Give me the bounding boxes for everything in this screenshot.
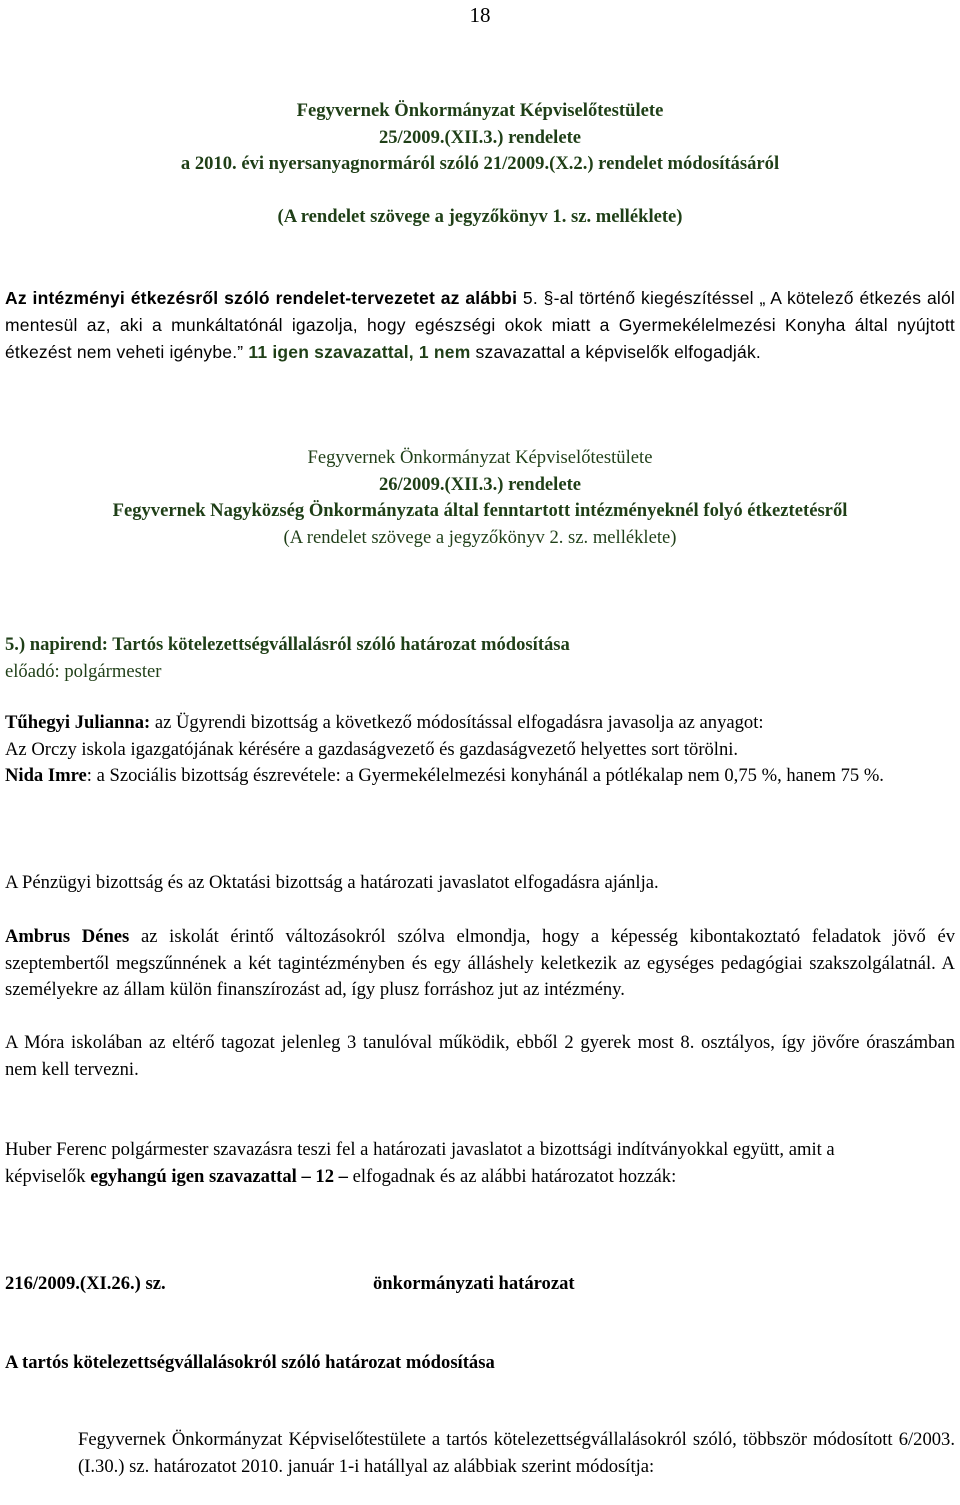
decree-1-line-3: a 2010. évi nyersanyagnormáról szóló 21/2009.(X.2.) rendelet módosításáról	[180, 153, 780, 174]
para1-lead: Az intézményi étkezésről szóló rendelet-tervezetet az alábbi	[5, 288, 518, 308]
decree-2-line-4: (A rendelet szövege a jegyzőkönyv 2. sz. melléklete)	[283, 526, 677, 548]
decree-1-heading	[5, 98, 955, 230]
nida-text: : a Szociális bizottság észrevétele: a Gyermekélelmezési konyhánál a pótlékalap nem 0,75 %, hanem 75 %.	[86, 765, 884, 786]
resolution-body: Fegyvernek Önkormányzat Képviselőtestülete a tartós kötelezettségvállalásokról szóló, többször módosított 6/2003.(I.30.) sz. határozatot 2010. január 1-i hatállyal az alábbiak szerint módosítja:	[78, 1429, 955, 1477]
paragraph-rendelet-tervezet	[5, 285, 955, 366]
paragraph-nida	[5, 763, 955, 790]
tuhegyi-line-1: az Ügyrendi bizottság a következő módosítással elfogadásra javasolja az anyagot:	[150, 712, 764, 733]
paragraph-ambrus-2: A Móra iskolában az eltérő tagozat jelenleg 3 tanulóval működik, ebből 2 gyerek most 8. osztályos, így jövőre óraszámban nem kell tervezni.	[5, 1032, 955, 1080]
decree-2-line-2: 26/2009.(XII.3.) rendelete	[378, 473, 582, 495]
decree-1-line-1: Fegyvernek Önkormányzat Képviselőtestülete	[296, 100, 664, 121]
speaker-tuhegyi: Tűhegyi Julianna:	[5, 712, 151, 733]
tuhegyi-line-2: Az Orczy iskola igazgatójának kérésére a gazdaságvezető és gazdaságvezető helyettes sort törölni.	[5, 738, 739, 760]
resolution-number: 216/2009.(XI.26.) sz.	[5, 1273, 166, 1294]
decree-1-line-2: 25/2009.(XII.3.) rendelete	[378, 126, 582, 148]
speaker-nida: Nida Imre	[5, 765, 87, 786]
agenda-title: 5.) napirend: Tartós kötelezettségvállalásról szóló határozat módosítása	[5, 634, 570, 655]
resolution-title: A tartós kötelezettségvállalásokról szóló határozat módosítása	[5, 1352, 495, 1373]
decree-2-line-1: Fegyvernek Önkormányzat Képviselőtestülete	[307, 447, 653, 468]
agenda-presenter: előadó: polgármester	[5, 660, 162, 682]
ambrus-text: az iskolát érintő változásokról szólva elmondja, hogy a képesség kibontakoztató feladatok jövő év szeptembertől megszűnnének a két tagintézményben és egy álláshely keletkezik az egységes pedagógiai szakszolgálatnál. A személyekre az állam külön finanszírozást ad, így plusz forráshoz jut az intézmény.	[5, 926, 955, 1000]
page-number: 18	[469, 3, 491, 27]
speaker-ambrus: Ambrus Dénes	[5, 926, 130, 947]
huber-vote: egyhangú igen szavazattal – 12 –	[85, 1165, 348, 1187]
paragraph-huber	[5, 1137, 895, 1190]
para1-tail: szavazattal a képviselők elfogadják.	[475, 342, 761, 362]
paragraph-tuhegyi	[5, 710, 955, 763]
huber-text-1: Huber Ferenc polgármester szavazásra teszi fel a határozati javaslatot a bizottsági indítványokkal együtt, amit a képviselők	[5, 1139, 835, 1187]
paragraph-penzugyi: A Pénzügyi bizottság és az Oktatási bizottság a határozati javaslatot elfogadásra ajánlja.	[5, 872, 659, 893]
para1-text: 5. §-al történő kiegészítéssel „ A kötelező étkezés alól mentesül az, aki a munkáltatónál igazolja, hogy egészségi okok miatt a Gyermekélelmezési Konyha által nyújtott étkezést nem veheti igénybe.”	[5, 288, 955, 362]
decree-2-heading	[5, 445, 955, 551]
resolution-type: önkormányzati határozat	[373, 1273, 575, 1294]
agenda-block	[5, 632, 955, 685]
huber-text-2: elfogadnak és az alábbi határozatot hozzák:	[347, 1165, 677, 1187]
resolution-header	[5, 1271, 955, 1298]
decree-2-line-3: Fegyvernek Nagyközség Önkormányzata által fenntartott intézményeknél folyó étkeztetésről	[112, 500, 848, 521]
paragraph-ambrus	[5, 924, 955, 1004]
para1-vote: 11 igen szavazattal, 1 nem	[243, 342, 471, 362]
decree-1-line-4: (A rendelet szövege a jegyzőkönyv 1. sz. melléklete)	[277, 205, 683, 227]
